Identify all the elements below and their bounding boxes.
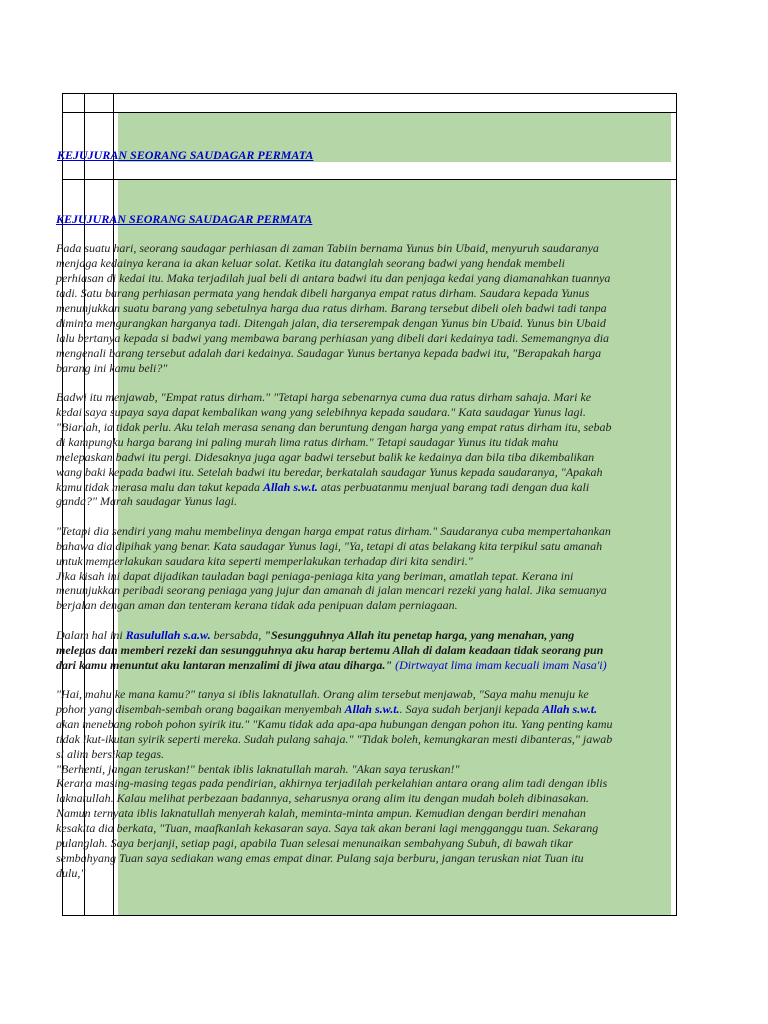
narration-note: (Dirtwayat lima imam kecuali imam Nasa'i)	[392, 657, 607, 672]
paragraph-5-text-a: "Hai, mahu ke mana kamu?" tanya si iblis laknatullah. Orang alim tersebut menjawab, "Saya mahu menuju ke pohon yang disembah-sembah orang bagaikan menyembah	[56, 686, 589, 716]
allah-link-2[interactable]: Allah s.w.t.	[344, 701, 400, 716]
paragraph-2-text-a: Badwi itu menjawab, "Empat ratus dirham." "Tetapi harga sebenarnya cuma dua ratus dirham sahaja. Mari ke kedai saya supaya saya dapat kembalikan wang yang selebihnya kepada saudara." Kata saudagar Yunus lagi. "Biarlah, ia tidak perlu. Aku telah merasa senang dan beruntung dengan harga yang empat ratus dirham itu, sebab di kampungku harga barang ini paling murah lima ratus dirham." Tetapi saudagar Yunus itu tidak mahu melepaskan badwi itu pergi. Didesaknya juga agar badwi tersebut balik ke kedainya dan bila tiba dikembalikan wang baki kepada badwi itu. Setelah badwi itu beredar, berkatalah saudagar Yunus kepada saudaranya, "Apakah kamu tidak merasa malu dan takut kepada	[56, 390, 612, 494]
paragraph-5-text-e: Kerana masing-masing tegas pada pendirian, akhirnya terjadilah perkelahian antara orang alim tadi dengan iblis laknatullah. Kalau melihat perbezaan badannya, seharusnya orang alim itu dengan mudah boleh dibinasakan. Namun ternyata iblis laknatullah menyerah kalah, meminta-minta ampun. Kemudian dengan berdiri menahan kesakita dia berkata, "Tuan, maafkanlah kekasaran saya. Saya tak akan berani lagi mengganggu tuan. Sekarang pulanglah. Saya berjanji, setiap pagi, apabila Tuan selesai menunaikan sembahyang Subuh, di bawah tikar sembahyang Tuan saya sediakan wang emas empat dinar. Pulang saja berburu, jangan teruskan niat Tuan itu dulu,"	[56, 776, 608, 880]
article-body	[56, 212, 613, 895]
paragraph-4-text-a: Dalam hal ini	[56, 627, 126, 642]
paragraph-5-text-d: "Berhenti, jangan teruskan!" bentak iblis laknatullah marah. "Akan saya teruskan!"	[56, 761, 460, 776]
article-title: KEJUJURAN SEORANG SAUDAGAR PERMATA	[56, 212, 313, 226]
paragraph-1	[56, 241, 613, 375]
paragraph-1-text: Pada suatu hari, seorang saudagar perhiasan di zaman Tabiin bernama Yunus bin Ubaid, menyuruh saudaranya menjaga kedainya kerana ia akan keluar solat. Ketika itu datanglah seorang badwi yang hendak membeli perhiasan di kedai itu. Maka terjadilah jual beli di antara badwi itu dan penjaga kedai yang diamanahkan tuannya tadi. Satu barang perhiasan permata yang hendak dibeli harganya empat ratus dirham. Saudara kepada Yunus menunjukkan suatu barang yang sebetulnya harga dua ratus dirham. Barang tersebut dibeli oleh badwi tadi tanpa diminta mengurangkan harganya tadi. Ditengah jalan, dia terserempak dengan Yunus bin Ubaid. Yunus bin Ubaid lalu bertanya kepada si badwi yang membawa barang perhiasan yang dibeli dari kedainya tadi. Sememangnya dia mengenali barang tersebut adalah dari kedainya. Saudagar Yunus bertanya kepada badwi itu, "Berapakah harga barang ini kamu beli?"	[56, 241, 611, 375]
paragraph-3	[56, 524, 613, 613]
allah-link[interactable]: Allah s.w.t.	[262, 479, 318, 494]
paragraph-5-text-b: . Saya sudah berjanji kepada	[399, 701, 543, 716]
paragraph-4	[56, 628, 613, 673]
paragraph-5	[56, 687, 613, 881]
allah-link-3[interactable]: Allah s.w.t.	[542, 701, 598, 716]
paragraph-5-text-c: akan menebang roboh pohon syirik itu." "Kamu tidak ada apa-apa hubungan dengan pohon itu. Yang penting kamu tidak ikut-ikutan syirik seperti mereka. Sudah pulang sahaja." "Tidak boleh, kemungkaran mesti dibanteras," jawab si alim bersikap tegas.	[56, 716, 613, 761]
header-row-title: KEJUJURAN SEORANG SAUDAGAR PERMATA	[57, 148, 314, 162]
paragraph-2-text-b: atas perbuatanmu menjual barang tadi dengan dua kali ganda?" Marah saudagar Yunus lagi.	[56, 479, 590, 509]
hadith-quote: "Sesungguhnya Allah itu penetap harga, yang menahan, yang melepas dan memberi rezeki dan sesungguhnya aku harap bertemu Allah di dalam keadaan tidak seorang pun dari kamu menuntut aku lantaran menzalimi di jiwa atau diharga."	[56, 627, 604, 672]
paragraph-3-text-a: "Tetapi dia sendiri yang mahu membelinya dengan harga empat ratus dirham." Saudaranya cuba mempertahankan bahawa dia dipihak yang benar. Kata saudagar Yunus lagi, "Ya, tetapi di atas belakang kita terpikul satu amanah untuk memperlakukan saudara kita seperti memperlakukan terhadap diri kita sendiri."	[56, 523, 611, 568]
paragraph-3-text-b: Jika kisah ini dapat dijadikan tauladan bagi peniaga-peniaga kita yang beriman, amatlah tepat. Kerana ini menunjukkan peribadi seorang peniaga yang jujur dan amanah di jalan mencari rezeki yang halal. Jika semuanya berjalan dengan aman dan tenteram kerana tidak ada penipuan dalam perniagaan.	[56, 568, 607, 613]
paragraph-2	[56, 390, 613, 509]
paragraph-4-text-b: bersabda,	[210, 627, 265, 642]
rasulullah-link[interactable]: Rasulullah s.a.w.	[125, 627, 211, 642]
